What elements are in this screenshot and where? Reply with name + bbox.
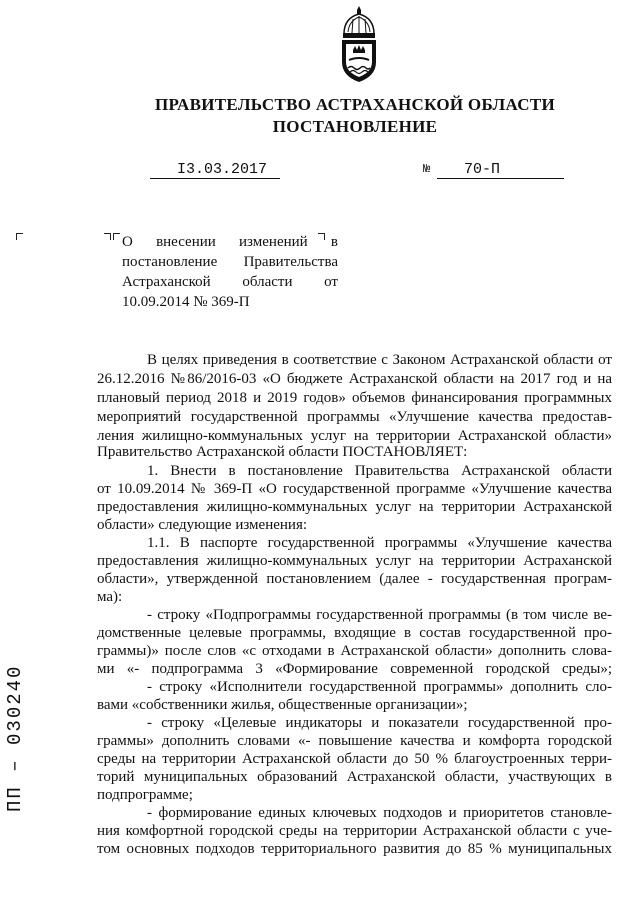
margin-corner-mark	[16, 233, 23, 240]
body-line: 26.12.2016 №86/2016-03 «О бюджете Астраханской области на 2017 год и на	[97, 371, 612, 387]
body-line: среды на территории Астраханской области до 50 % благоустроенных терри-	[97, 751, 612, 767]
registration-stamp: ПП – 030240	[4, 664, 26, 812]
body-line: - формирование единых ключевых подходов и приоритетов становле-	[147, 805, 612, 821]
subject-corner-left-inner	[113, 233, 120, 240]
body-line: предоставления жилищно-коммунальных услуг на территории Астраханской	[97, 553, 612, 569]
body-line: торий муниципальных образований Астраханской области, участвующих в	[97, 769, 612, 785]
body-line: подпрограмме;	[97, 787, 193, 803]
body-line: вами «собственники жилья, общественные организации»;	[97, 697, 468, 713]
body-line: ния комфортной городской среды на территории Астраханской области с уче-	[97, 823, 612, 839]
body-line: - строку «Исполнители государственной программы» дополнить сло-	[147, 679, 612, 695]
body-line: мероприятий государственной программы «Улучшение качества предостав-	[97, 409, 612, 425]
body-line: том основных подходов территориального развития до 85 % муниципальных	[97, 841, 612, 857]
body-line: предоставления жилищно-коммунальных услуг на территории Астраханской	[97, 499, 612, 515]
body-line: плановый период 2018 и 2019 годов» объемов финансирования программных	[97, 390, 612, 406]
body-line: граммы» дополнить словами «- повышение качества и комфорта городской	[97, 733, 612, 749]
document-date: I3.03.2017	[177, 161, 268, 178]
body-line: 1.1. В паспорте государственной программы «Улучшение качества	[147, 535, 612, 551]
date-underline	[150, 178, 280, 179]
document-number: 70-П	[464, 161, 501, 178]
doc-type-title: ПОСТАНОВЛЕНИЕ	[272, 117, 438, 136]
astrakhan-coat-of-arms-icon	[334, 4, 384, 84]
body-line: области» следующие изменения:	[97, 517, 308, 533]
body-line: ма):	[97, 589, 123, 605]
body-line: от 10.09.2014 № 369-П «О государственной программе «Улучшение качества	[97, 481, 612, 497]
body-line: - строку «Подпрограммы государственной программы (в том числе ве-	[147, 607, 612, 623]
document-subject: О внесении изменений в постановление Правительства Астраханской области от 10.09.2014 № 369-П	[122, 234, 338, 310]
body-line: домственные целевые программы, входящие в состав государственной про-	[97, 625, 612, 641]
subject-corner-left	[104, 233, 111, 240]
number-underline	[437, 178, 564, 179]
body-line: ми «- подпрограмма 3 «Формирование современной городской среды»;	[97, 661, 612, 677]
body-line: Правительство Астраханской области ПОСТАНОВЛЯЕТ:	[97, 444, 468, 460]
body-line: ления жилищно-коммунальных услуг на территории Астраханской области»	[97, 428, 612, 444]
body-line: области», утвержденной постановлением (далее - государственная програм-	[97, 571, 612, 587]
body-line: 1. Внести в постановление Правительства Астраханской области	[147, 463, 612, 479]
body-line: В целях приведения в соответствие с Законом Астраханской области от	[147, 352, 612, 368]
org-title: ПРАВИТЕЛЬСТВО АСТРАХАНСКОЙ ОБЛАСТИ	[155, 95, 555, 114]
body-line: граммы)» после слов «с отходами в Астраханской области» дополнить слова-	[97, 643, 612, 659]
body-line: - строку «Целевые индикаторы и показатели государственной про-	[147, 715, 612, 731]
number-sign: №	[423, 162, 431, 176]
